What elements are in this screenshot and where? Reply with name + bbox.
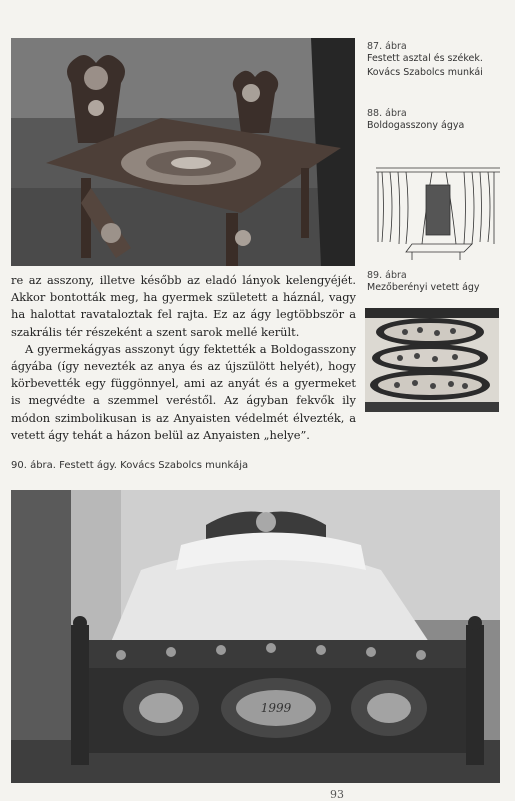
figure-90-caption: 90. ábra. Festett ágy. Kovács Szabolcs munkája xyxy=(11,460,249,471)
figure-87-text: Festett asztal és székek. Kovács Szabolcs munkái xyxy=(367,53,483,78)
body-paragraph-1: re az asszony, illetve később az eladó lányok kelengyéjét. Akkor bontották meg, ha gyermek született a háznál, vagy ha halottat ravataloztak fel rajta. Ez az ágy legtöbbször a szakrális tér részeként a szent sarok mellé került. xyxy=(11,273,356,339)
body-text xyxy=(11,272,356,444)
figure-89-text: Mezőberényi vetett ágy xyxy=(367,282,480,293)
bed-year-text: 1999 xyxy=(260,701,292,715)
figure-88-caption xyxy=(367,108,507,133)
figure-90-photo xyxy=(11,490,500,783)
figure-87-photo xyxy=(11,38,355,266)
figure-88-text: Boldogasszony ágya xyxy=(367,120,465,131)
body-paragraph-2: A gyermekágyas asszonyt úgy fektették a Boldogasszony ágyába (így nevezték az anya és az újszülött helyét), hogy körbevették egy függönnyel, ami az anyát és a gyermeket is megvédte a szemmel veréstől. Az ágyban fekvők ily módon szimbolikusan is az Anyaisten védelmét élvezték, a vetett ágy tehát a házon belül az Anyaisten „helye”. xyxy=(11,341,356,442)
figure-89-number: 89. ábra xyxy=(367,270,407,281)
figure-87-number: 87. ábra xyxy=(367,41,407,52)
figure-88-number: 88. ábra xyxy=(367,108,407,119)
figure-87-caption xyxy=(367,41,507,80)
figure-88-drawing xyxy=(372,160,504,262)
figure-89-caption xyxy=(367,270,507,295)
figure-89-photo xyxy=(365,308,499,412)
page-number: 93 xyxy=(330,788,344,801)
